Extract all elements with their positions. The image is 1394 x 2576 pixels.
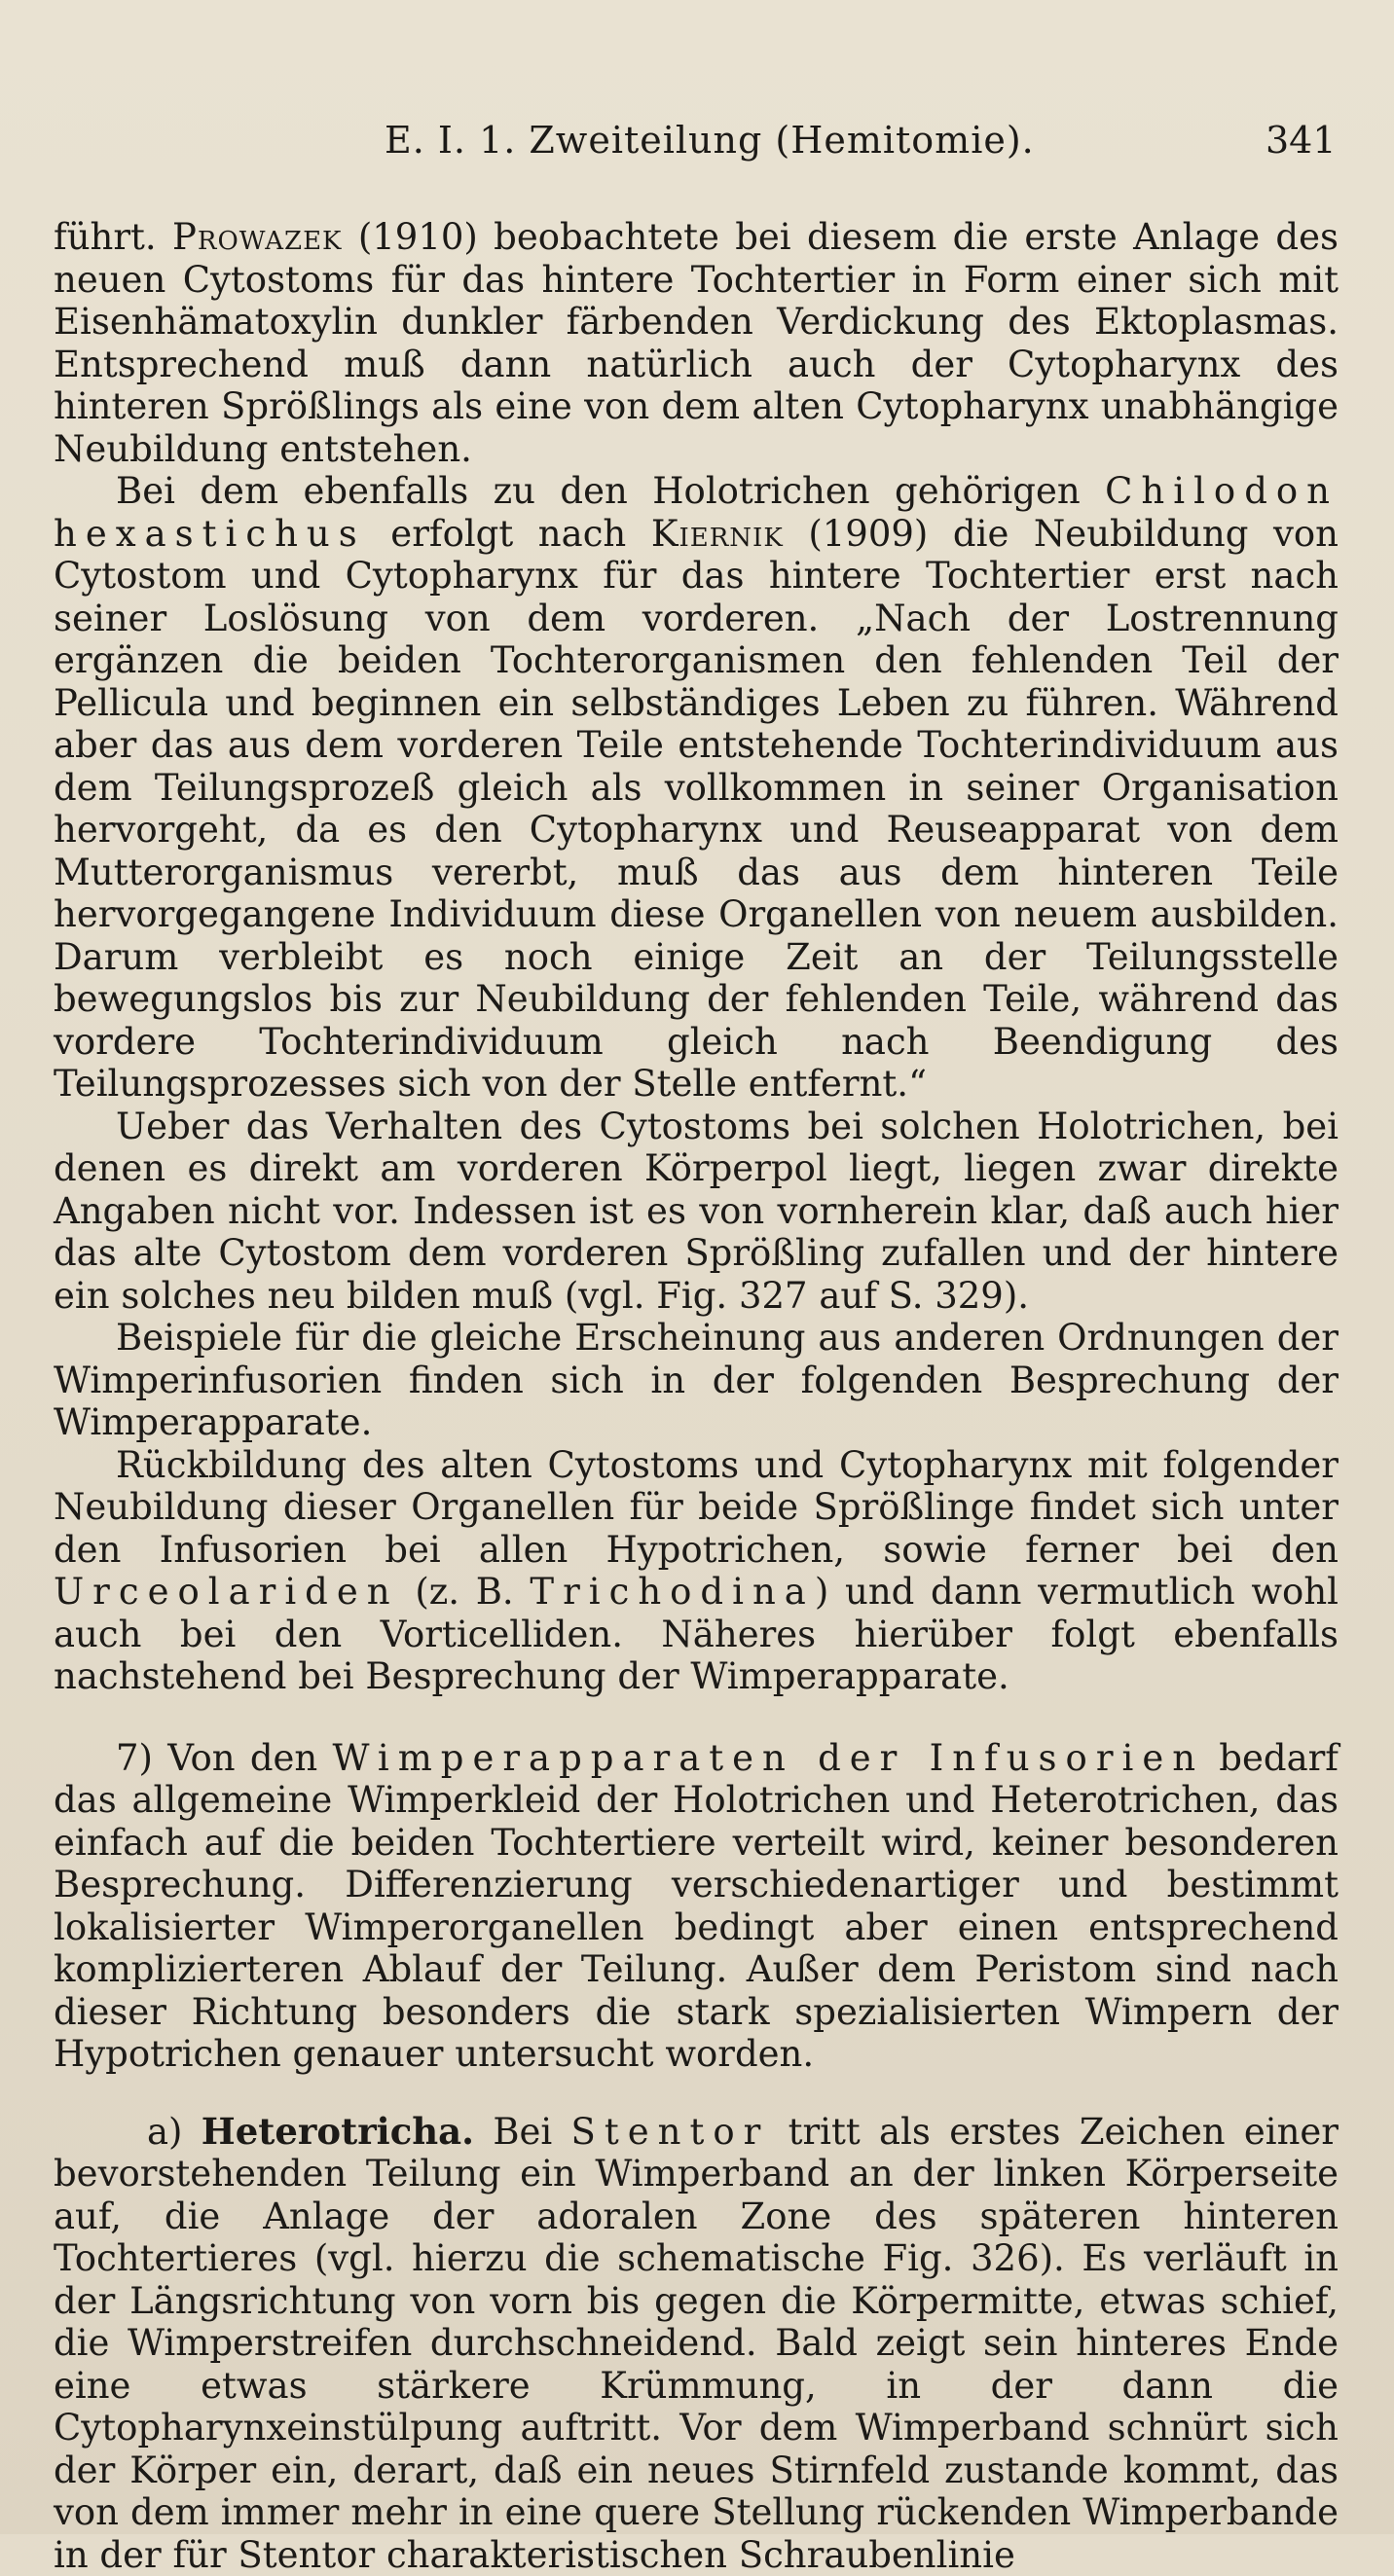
- text-run: (1910) beobachtete bei diesem die erste Anlage des neuen Cytostoms für das hintere Tochtertier in Form einer sich mit Eisenhämatoxylin dunkler färbenden Verdickung des Ektoplasmas. Entsprechend muß dann natürlich auch der Cytopharynx des hinteren Sprößlings als eine von dem alten Cytopharynx unabhängige Neubildung entstehen.: [54, 216, 1339, 470]
- text-run: Bei dem ebenfalls zu den Holotrichen gehörigen: [116, 470, 1105, 512]
- text-run: (1909) die Neubildung von Cytostom und Cytopharynx für das hintere Tochtertier erst nach seiner Loslösung von dem vorderen. „Nach der Lostrennung ergänzen die beiden Tochterorganismen den fehlenden Teil der Pellicula und beginnen ein selbständiges Leben zu führen. Während aber das aus dem vorderen Teile entstehende Tochterindividuum aus dem Teilungsprozeß gleich als vollkommen in seiner Organisation hervorgeht, da es den Cytopharynx und Reuseapparat von dem Mutterorganismus vererbt, muß das aus dem hinteren Teile hervorgegangene Individuum diese Organellen von neuem ausbilden. Darum verbleibt es noch einige Zeit an der Teilungsstelle bewegungslos bis zur Neubildung der fehlenden Teile, während das vordere Tochterindividuum gleich nach Beendigung des Teilungsprozesses sich von der Stelle entfernt.“: [54, 513, 1339, 1106]
- running-head: E. I. 1. Zweiteilung (Hemitomie).: [385, 119, 1035, 162]
- page-number: 341: [1266, 119, 1337, 162]
- text-run: bedarf das allgemeine Wimperkleid der Holotrichen und Heterotrichen, das einfach auf die beiden Tochtertiere verteilt wird, keiner besonderen Besprechung. Differenzierung verschiedenartiger und bestimmt lokalisierter Wimperorganellen bedingt aber einen entsprechend komplizierteren Ablauf der Teilung. Außer dem Peristom sind nach dieser Richtung besonders die stark spezialisierten Wimpern der Hypotrichen genauer untersucht worden.: [54, 1737, 1339, 2076]
- paragraph-3: [54, 1106, 1339, 1318]
- author-name: Prowazek: [172, 216, 342, 258]
- taxon-name: Trichodina: [530, 1571, 814, 1613]
- subsection-spacer: [54, 2076, 1339, 2111]
- subsection-heading: Heterotricha.: [202, 2110, 474, 2153]
- author-name: Kiernik: [651, 513, 784, 555]
- taxon-name: Urceolariden: [54, 1571, 399, 1613]
- text-run: Beispiele für die gleiche Erscheinung aus anderen Ordnungen der Wimperinfusorien finden sich in der folgenden Besprechung der Wimperapparate.: [54, 1317, 1339, 1443]
- paragraph-4: [54, 1317, 1339, 1444]
- text-run: a): [147, 2111, 202, 2153]
- text-run: Rückbildung des alten Cytostoms und Cytopharynx mit folgender Neubildung dieser Organellen für beide Sprößlinge findet sich unter den Infusorien bei allen Hypotrichen, sowie ferner bei den: [54, 1444, 1339, 1571]
- text-run: Bei: [474, 2111, 571, 2153]
- paragraph-6: [54, 1737, 1339, 2076]
- text-run: tritt als erstes Zeichen einer bevorstehenden Teilung ein Wimperband an der linken Körperseite auf, die Anlage der adoralen Zone des späteren hinteren Tochtertieres (vgl. hierzu die schematische Fig. 326). Es verläuft in der Längsrichtung von vorn bis gegen die Körpermitte, etwas schief, die Wimperstreifen durchschneidend. Bald zeigt sein hinteres Ende eine etwas stärkere Krümmung, in der dann die Cytopharynxeinstülpung auftritt. Vor dem Wimperband schnürt sich der Körper ein, derart, daß ein neues Stirnfeld zustande kommt, das von dem immer mehr in eine quere Stellung rückenden Wimperbande in der für Stentor charakteristischen Schraubenlinie: [54, 2111, 1339, 2576]
- text-run: 7) Von den: [116, 1737, 332, 1779]
- section-spacer: [54, 1698, 1339, 1737]
- genus-name: Stentor: [571, 2111, 770, 2153]
- paragraph-7: [54, 2111, 1339, 2576]
- text-run: erfolgt nach: [366, 513, 651, 555]
- text-run: ) und dann vermutlich wohl auch bei den Vorticelliden. Näheres hierüber folgt ebenfalls nachstehend bei Besprechung der Wimperapparate.: [54, 1571, 1339, 1697]
- page-header: [0, 119, 1394, 177]
- text-run: führt.: [54, 216, 172, 258]
- paragraph-1: [54, 216, 1339, 470]
- body-text: [54, 216, 1339, 2576]
- section-heading-inline: Wimperapparaten der Infusorien: [332, 1737, 1204, 1779]
- paragraph-5: [54, 1444, 1339, 1698]
- paragraph-2: [54, 470, 1339, 1106]
- species-name: Chilodon hexastichus: [54, 470, 1339, 555]
- text-run: (z. B.: [399, 1571, 531, 1613]
- text-run: Ueber das Verhalten des Cytostoms bei solchen Holotrichen, bei denen es direkt am vorderen Körperpol liegt, liegen zwar direkte Angaben nicht vor. Indessen ist es von vornherein klar, daß auch hier das alte Cytostom dem vorderen Sprößling zufallen und der hintere ein solches neu bilden muß (vgl. Fig. 327 auf S. 329).: [54, 1106, 1339, 1317]
